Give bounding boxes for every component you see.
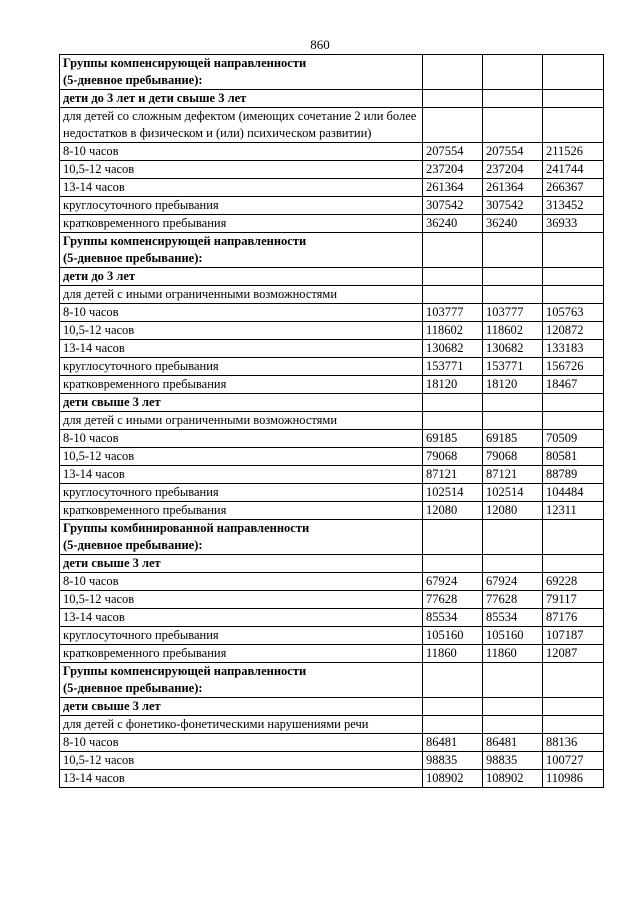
value-cell — [543, 555, 604, 573]
row-label-cell: 10,5-12 часов — [60, 752, 423, 770]
table-row — [60, 161, 604, 179]
value-cell: 207554 — [423, 143, 483, 161]
value-cell — [423, 716, 483, 734]
value-cell: 118602 — [483, 322, 543, 340]
value-cell: 261364 — [423, 179, 483, 197]
value-cell — [483, 555, 543, 573]
row-label-cell: 10,5-12 часов — [60, 591, 423, 609]
section-heading-cell: дети до 3 лет — [60, 268, 423, 286]
value-cell: 237204 — [483, 161, 543, 179]
value-cell: 69185 — [483, 430, 543, 448]
value-cell: 18467 — [543, 376, 604, 394]
value-cell — [543, 55, 604, 90]
value-cell: 307542 — [423, 197, 483, 215]
value-cell: 79117 — [543, 591, 604, 609]
value-cell: 67924 — [423, 573, 483, 591]
value-cell: 98835 — [423, 752, 483, 770]
table-row — [60, 448, 604, 466]
value-cell: 103777 — [483, 304, 543, 322]
table-row — [60, 215, 604, 233]
table-row — [60, 502, 604, 520]
value-cell — [423, 233, 483, 268]
value-cell: 85534 — [483, 609, 543, 627]
table-row — [60, 573, 604, 591]
row-label-cell: круглосуточного пребывания — [60, 197, 423, 215]
value-cell — [483, 233, 543, 268]
value-cell: 105160 — [423, 627, 483, 645]
value-cell: 80581 — [543, 448, 604, 466]
value-cell: 88789 — [543, 466, 604, 484]
value-cell: 102514 — [423, 484, 483, 502]
value-cell — [423, 412, 483, 430]
value-cell — [543, 412, 604, 430]
value-cell — [423, 286, 483, 304]
row-label-cell: кратковременного пребывания — [60, 376, 423, 394]
value-cell — [543, 716, 604, 734]
value-cell: 88136 — [543, 734, 604, 752]
value-cell: 70509 — [543, 430, 604, 448]
value-cell: 105763 — [543, 304, 604, 322]
page-number: 860 — [310, 37, 330, 52]
value-cell — [423, 55, 483, 90]
row-label-cell: кратковременного пребывания — [60, 502, 423, 520]
value-cell — [423, 520, 483, 555]
row-label-cell: 10,5-12 часов — [60, 448, 423, 466]
table-row — [60, 716, 604, 734]
value-cell: 36240 — [483, 215, 543, 233]
row-label-cell: для детей с иными ограниченными возможностями — [60, 286, 423, 304]
row-label-cell: кратковременного пребывания — [60, 215, 423, 233]
value-cell: 98835 — [483, 752, 543, 770]
section-heading-cell: дети свыше 3 лет — [60, 394, 423, 412]
table-row — [60, 770, 604, 788]
row-label-cell: 8-10 часов — [60, 573, 423, 591]
value-cell: 102514 — [483, 484, 543, 502]
table-row — [60, 752, 604, 770]
table-row — [60, 663, 604, 698]
value-cell — [423, 555, 483, 573]
row-label-cell: 10,5-12 часов — [60, 322, 423, 340]
table-row — [60, 143, 604, 161]
row-label-cell: 8-10 часов — [60, 143, 423, 161]
value-cell: 156726 — [543, 358, 604, 376]
value-cell — [483, 108, 543, 143]
value-cell — [423, 268, 483, 286]
value-cell — [543, 520, 604, 555]
value-cell: 266367 — [543, 179, 604, 197]
section-heading-cell: Группы комбинированной направленности (5-дневное пребывание): — [60, 520, 423, 555]
table-row — [60, 322, 604, 340]
value-cell — [543, 394, 604, 412]
value-cell: 86481 — [483, 734, 543, 752]
table-row — [60, 358, 604, 376]
table-row — [60, 376, 604, 394]
value-cell: 133183 — [543, 340, 604, 358]
row-label-cell: 13-14 часов — [60, 179, 423, 197]
row-label-cell: для детей с фонетико-фонетическими нарушениями речи — [60, 716, 423, 734]
value-cell: 87176 — [543, 609, 604, 627]
row-label-cell: 8-10 часов — [60, 304, 423, 322]
value-cell: 11860 — [423, 645, 483, 663]
value-cell: 79068 — [483, 448, 543, 466]
row-label-cell: круглосуточного пребывания — [60, 484, 423, 502]
value-cell — [543, 268, 604, 286]
value-cell: 153771 — [423, 358, 483, 376]
value-cell: 107187 — [543, 627, 604, 645]
value-cell: 108902 — [423, 770, 483, 788]
table-row — [60, 609, 604, 627]
value-cell: 12311 — [543, 502, 604, 520]
value-cell: 11860 — [483, 645, 543, 663]
table-row — [60, 645, 604, 663]
row-label-cell: круглосуточного пребывания — [60, 358, 423, 376]
row-label-cell: для детей с иными ограниченными возможностями — [60, 412, 423, 430]
value-cell — [543, 698, 604, 716]
table-row — [60, 734, 604, 752]
value-cell — [423, 394, 483, 412]
section-heading-cell: дети свыше 3 лет — [60, 555, 423, 573]
value-cell: 104484 — [543, 484, 604, 502]
row-label-cell: круглосуточного пребывания — [60, 627, 423, 645]
value-cell — [543, 90, 604, 108]
table-row — [60, 90, 604, 108]
table-row — [60, 55, 604, 90]
table-row — [60, 340, 604, 358]
value-cell: 261364 — [483, 179, 543, 197]
table-row — [60, 268, 604, 286]
value-cell: 211526 — [543, 143, 604, 161]
value-cell: 85534 — [423, 609, 483, 627]
row-label-cell: кратковременного пребывания — [60, 645, 423, 663]
value-cell — [483, 394, 543, 412]
table-row — [60, 484, 604, 502]
value-cell: 79068 — [423, 448, 483, 466]
value-cell — [543, 108, 604, 143]
value-cell — [483, 412, 543, 430]
table-body — [60, 55, 604, 788]
value-cell: 237204 — [423, 161, 483, 179]
value-cell: 12087 — [543, 645, 604, 663]
table-row — [60, 591, 604, 609]
table-row — [60, 179, 604, 197]
value-cell: 307542 — [483, 197, 543, 215]
value-cell: 69185 — [423, 430, 483, 448]
value-cell: 12080 — [483, 502, 543, 520]
value-cell — [483, 698, 543, 716]
value-cell: 130682 — [483, 340, 543, 358]
value-cell: 18120 — [423, 376, 483, 394]
table-row — [60, 233, 604, 268]
value-cell — [423, 663, 483, 698]
value-cell: 69228 — [543, 573, 604, 591]
value-cell: 36240 — [423, 215, 483, 233]
table-row — [60, 394, 604, 412]
section-heading-cell: дети свыше 3 лет — [60, 698, 423, 716]
value-cell: 110986 — [543, 770, 604, 788]
value-cell: 86481 — [423, 734, 483, 752]
table-row — [60, 197, 604, 215]
value-cell — [423, 698, 483, 716]
row-label-cell: 13-14 часов — [60, 770, 423, 788]
value-cell — [483, 663, 543, 698]
value-cell: 36933 — [543, 215, 604, 233]
value-cell: 12080 — [423, 502, 483, 520]
row-label-cell: 8-10 часов — [60, 430, 423, 448]
value-cell: 87121 — [483, 466, 543, 484]
row-label-cell: для детей со сложным дефектом (имеющих сочетание 2 или более недостатков в физическом и (или) психическом развитии) — [60, 108, 423, 143]
value-cell: 207554 — [483, 143, 543, 161]
table-row — [60, 108, 604, 143]
value-cell — [483, 55, 543, 90]
table-row — [60, 466, 604, 484]
tariff-table — [59, 54, 604, 788]
value-cell: 77628 — [423, 591, 483, 609]
table-row — [60, 304, 604, 322]
row-label-cell: 13-14 часов — [60, 466, 423, 484]
value-cell — [483, 520, 543, 555]
value-cell: 313452 — [543, 197, 604, 215]
value-cell — [423, 108, 483, 143]
value-cell: 100727 — [543, 752, 604, 770]
value-cell: 153771 — [483, 358, 543, 376]
table-row — [60, 698, 604, 716]
row-label-cell: 13-14 часов — [60, 609, 423, 627]
value-cell: 103777 — [423, 304, 483, 322]
value-cell: 130682 — [423, 340, 483, 358]
table-row — [60, 555, 604, 573]
table-row — [60, 286, 604, 304]
value-cell — [483, 286, 543, 304]
value-cell: 118602 — [423, 322, 483, 340]
table-row — [60, 627, 604, 645]
value-cell: 105160 — [483, 627, 543, 645]
row-label-cell: 8-10 часов — [60, 734, 423, 752]
value-cell — [483, 268, 543, 286]
table-row — [60, 430, 604, 448]
table-row — [60, 520, 604, 555]
value-cell: 120872 — [543, 322, 604, 340]
section-heading-cell: Группы компенсирующей направленности (5-дневное пребывание): — [60, 55, 423, 90]
value-cell — [543, 233, 604, 268]
section-heading-cell: дети до 3 лет и дети свыше 3 лет — [60, 90, 423, 108]
value-cell — [543, 663, 604, 698]
row-label-cell: 10,5-12 часов — [60, 161, 423, 179]
value-cell: 67924 — [483, 573, 543, 591]
value-cell — [483, 716, 543, 734]
value-cell — [483, 90, 543, 108]
value-cell: 18120 — [483, 376, 543, 394]
value-cell — [543, 286, 604, 304]
value-cell — [423, 90, 483, 108]
section-heading-cell: Группы компенсирующей направленности (5-дневное пребывание): — [60, 233, 423, 268]
value-cell: 77628 — [483, 591, 543, 609]
value-cell: 87121 — [423, 466, 483, 484]
section-heading-cell: Группы компенсирующей направленности (5-дневное пребывание): — [60, 663, 423, 698]
row-label-cell: 13-14 часов — [60, 340, 423, 358]
table-row — [60, 412, 604, 430]
value-cell: 108902 — [483, 770, 543, 788]
value-cell: 241744 — [543, 161, 604, 179]
